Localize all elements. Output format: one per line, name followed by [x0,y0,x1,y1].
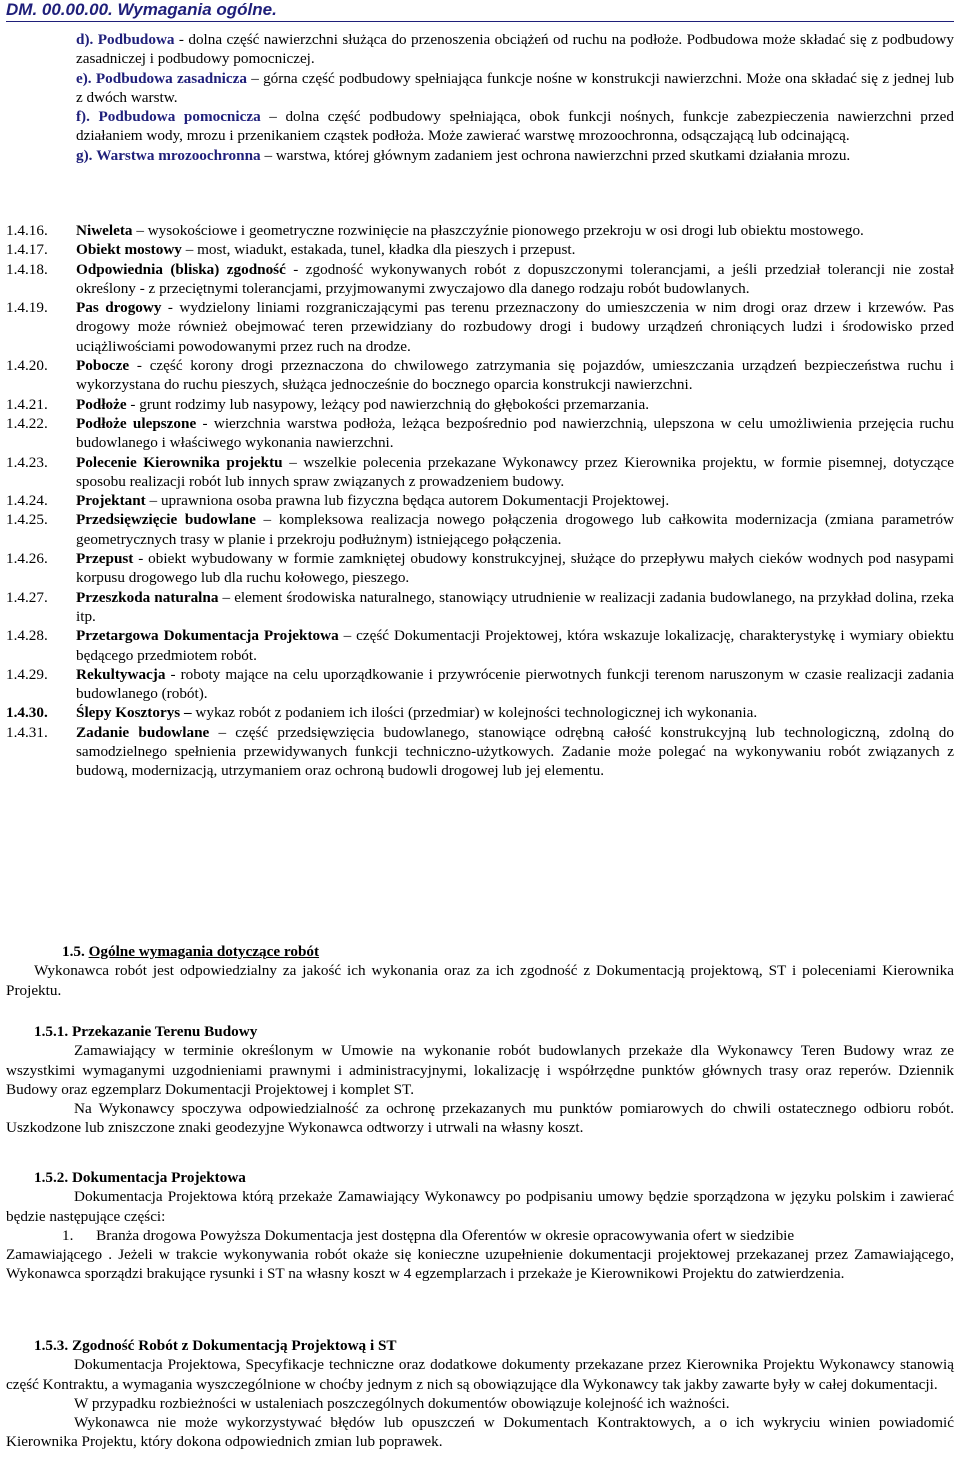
definition-item: 1.4.25. Przedsięwzięcie budowlane – kompleksowa realizacja nowego połączenia drogowego lub całkowita modernizacja (zmiana parametrów geometrycznych trasy w planie i przekroju podłużnym) istniejącego połączenia. [6,511,954,548]
page-header: DM. 00.00.00. Wymagania ogólne. [6,0,277,19]
section-1-5-2-item: 1. Branża drogowa Powyższa Dokumentacja jest dostępna dla Oferentów w okresie opracowywania ofert w siedzibie [62,1226,795,1244]
subitem-g: g). Warstwa mrozoochronna – warstwa, której głównym zadaniem jest ochrona nawierzchni przed skutkami działania mrozu. [76,146,851,164]
section-1-5-1-heading: 1.5.1. Przekazanie Terenu Budowy [34,1023,258,1040]
definition-item: 1.4.18. Odpowiednia (bliska) zgodność - zgodność wykonywanych robót z dopuszczonymi tolerancjami, a jeśli przedział tolerancji nie został określony - z przeciętnymi tolerancjami, przyjmowanymi zwyczajowo dla danego rodzaju robót budowlanych. [6,260,954,297]
section-1-5-2-p1: Dokumentacja Projektowa którą przekaże Zamawiający Wykonawcy po podpisaniu umowy będzie sporządzona w języku polskim i zawierać będzie następujące części: [6,1188,954,1225]
definition-item: 1.4.16. Niweleta – wysokościowe i geometryczne rozwinięcie na płaszczyźnie pionowego przekroju w osi drogi lub obiektu mostowego. [6,222,864,239]
definition-item: 1.4.29. Rekultywacja - roboty mające na celu uporządkowanie i przywrócenie pierwotnych funkcji terenom naruszonym w czasie realizacji zadania budowlanego (robót). [6,665,954,703]
definition-item: 1.4.22. Podłoże ulepszone - wierzchnia warstwa podłoża, leżąca bezpośrednio pod nawierzchnią, ulepszona w celu umożliwienia przejęcia ruchu budowlanego i właściwego wykonania nawierzchni. [6,414,954,452]
section-1-5-3-p3: Wykonawca nie może wykorzystywać błędów lub opuszczeń w Dokumentach Kontraktowych, a o ich wykryciu winien powiadomić Kierownika Projektu, który dokona odpowiednich zmian lub poprawek. [6,1414,954,1451]
definition-item: 1.4.20. Pobocze - część korony drogi przeznaczona do chwilowego zatrzymania się pojazdów, umieszczania urządzeń bezpieczeństwa ruchu i wykorzystana do ruchu pieszych, służąca jednocześnie do bocznego oparcia konstrukcji nawierzchni. [6,357,954,394]
definition-item: 1.4.30. Ślepy Kosztorys – wykaz robót z podaniem ich ilości (przedmiar) w kolejności technologicznej ich wykonania. [6,704,758,722]
section-1-5-3-heading: 1.5.3. Zgodność Robót z Dokumentacją Projektową i ST [34,1337,397,1354]
subitem-f: f). Podbudowa pomocnicza – dolna część podbudowy spełniająca, obok funkcji nośnych, funkcje zabezpieczenia nawierzchni przed działaniem wody, mrozu i przenikaniem cząstek podłoża. Może zawierać warstwę mrozoochronna, odsączającą lub odcinającą. [76,108,955,145]
section-1-5 [0,942,960,1000]
definition-item: 1.4.26. Przepust - obiekt wybudowany w formie zamkniętej obudowy konstrukcyjnej, służące do przepływu małych cieków wodnych pod nasypami korpusu drogowego lub dla ruchu kołowego, pieszego. [6,550,954,587]
definition-item: 1.4.28. Przetargowa Dokumentacja Projektowa – część Dokumentacji Projektowej, która wskazuje lokalizację, charakterystykę i wymiary obiektu będącego przedmiotem robót. [6,627,954,664]
subitem-d: d). Podbudowa - dolna część nawierzchni służąca do przenoszenia obciążeń od ruchu na podłoże. Podbudowa może składać się z podbudowy zasadniczej i podbudowy pomocniczej. [76,31,954,68]
section-1-5-3-p1: Dokumentacja Projektowa, Specyfikacje techniczne oraz dodatkowe dokumenty przekazane przez Kierownika Projektu Wykonawcy stanowią część Kontraktu, a wymagania wyszczególnione w choćby jednym z nich są obowiązujące dla Wykonawcy tak jakby zawarte były w całej dokumentacji. [6,1356,954,1393]
header-rule [6,21,954,22]
section-1-5-2-item-continuation: Zamawiającego . Jeżeli w trakcie wykonywania robót okaże się konieczne uzupełnienie dokumentacji projektowej przekazanej przez Zamawiającego, Wykonawca sporządzi brakujące rysunki i ST na własny koszt w 4 egzemplarzach i przekaże je Kierownikowi Projektu do zatwierdzenia. [6,1246,954,1283]
section-1-5-1-p1: Zamawiający w terminie określonym w Umowie na wykonanie robót budowlanych przekaże dla Wykonawcy Teren Budowy wraz ze wszystkimi wymaganymi uzgodnieniami prawnymi i administracyjnymi, lokalizację i współrzędne punktów głównych trasy oraz reperów. Dziennik Budowy oraz egzemplarz Dokumentacji Projektowej i komplet ST. [6,1042,954,1098]
subitems-list [0,30,960,165]
section-1-5-heading: 1.5. Ogólne wymagania dotyczące robót [62,943,320,960]
definitions-list [0,221,960,781]
definition-item: 1.4.31. Zadanie budowlane – część przedsięwzięcia budowlanego, stanowiące odrębną całość konstrukcyjną lub technologiczną, zdolną do samodzielnego spełnienia przewidywanych funkcji techniczno-użytkowych. Zadanie może polegać na wykonywaniu robót związanych z budową, modernizacją, utrzymaniem oraz ochroną budowli drogowej lub jej elementu. [6,723,954,780]
definition-item: 1.4.17. Obiekt mostowy – most, wiadukt, estakada, tunel, kładka dla pieszych i przepust. [6,241,576,259]
section-1-5-3 [0,1336,960,1452]
section-1-5-3-p2: W przypadku rozbieżności w ustaleniach poszczególnych dokumentów obowiązuje kolejność ich ważności. [74,1394,730,1412]
section-1-5-text: Wykonawca robót jest odpowiedzialny za jakość ich wykonania oraz za ich zgodność z Dokumentacją projektową, ST i poleceniami Kierownika Projektu. [6,962,954,999]
definition-item: 1.4.21. Podłoże - grunt rodzimy lub nasypowy, leżący pod nawierzchnią do głębokości przemarzania. [6,395,649,413]
definition-item: 1.4.23. Polecenie Kierownika projektu – wszelkie polecenia przekazane Wykonawcy przez Kierownika projektu, w formie pisemnej, dotyczące sposobu realizacji robót lub innych spraw związanych z prowadzeniem budowy. [6,453,954,490]
section-1-5-1 [0,1022,960,1138]
definition-item: 1.4.19. Pas drogowy - wydzielony liniami rozgraniczającymi pas terenu przeznaczony do umieszczenia w nim drogi oraz drzew i krzewów. Pas drogowy może również obejmować teren przewidziany do rozbudowy drogi i budowy urządzeń chroniących ludzi i środowisko przed uciążliwościami powodowanymi przez ruch na drodze. [6,299,954,355]
section-1-5-2-heading: 1.5.2. Dokumentacja Projektowa [34,1169,246,1186]
section-1-5-1-p2: Na Wykonawcy spoczywa odpowiedzialność za ochronę przekazanych mu punktów pomiarowych do chwili ostatecznego odbioru robót. Uszkodzone lub zniszczone znaki geodezyjne Wykonawca odtworzy i utrwali na własny koszt. [6,1100,954,1137]
section-1-5-2 [0,1168,960,1284]
definition-item: 1.4.24. Projektant – uprawniona osoba prawna lub fizyczna będąca autorem Dokumentacji Projektowej. [6,492,670,510]
subitem-e: e). Podbudowa zasadnicza – górna część podbudowy spełniająca funkcje nośne w konstrukcji nawierzchni. Może ona składać się z jednej lub z dwóch warstw. [76,69,955,106]
definition-item: 1.4.27. Przeszkoda naturalna – element środowiska naturalnego, stanowiący utrudnienie w realizacji zadania budowlanego, na przykład dolina, rzeka itp. [6,588,954,625]
